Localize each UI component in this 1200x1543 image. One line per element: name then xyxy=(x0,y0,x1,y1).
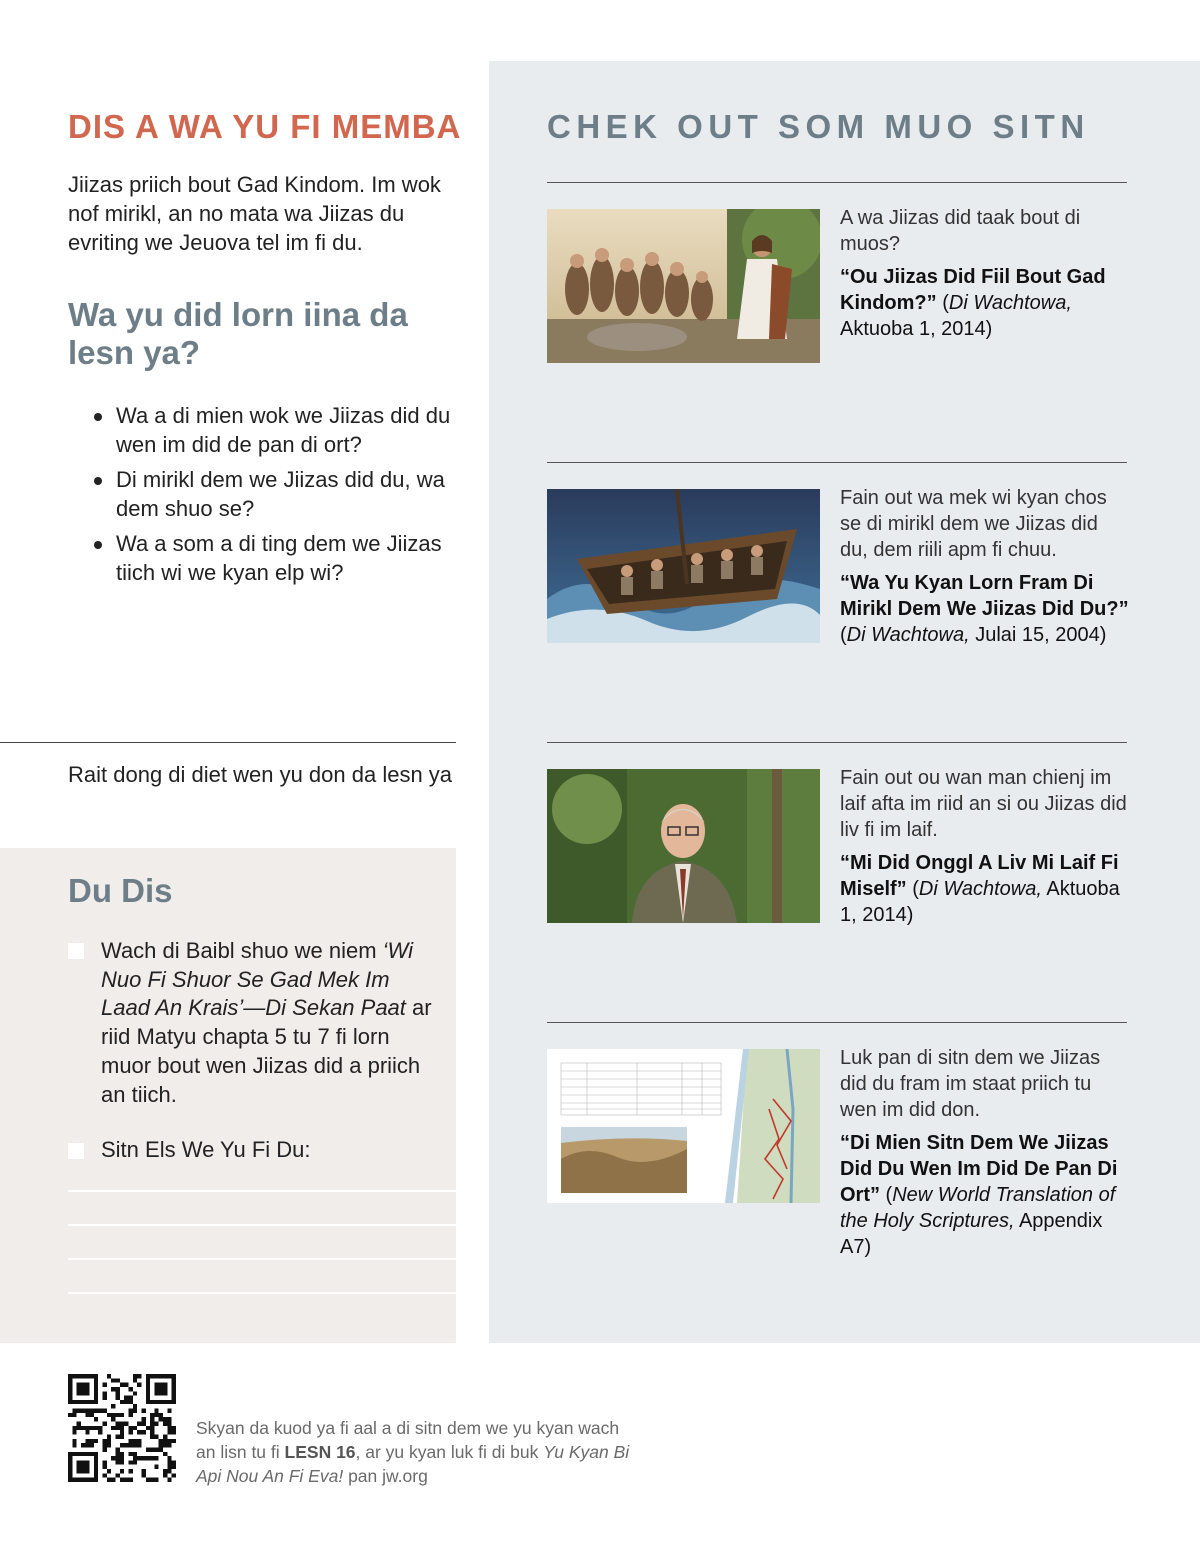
man-portrait-image[interactable] xyxy=(547,769,820,923)
divider xyxy=(547,462,1127,463)
publication-name: New World Translation of the Holy Scriptures, xyxy=(840,1184,1116,1232)
write-line[interactable] xyxy=(68,1258,456,1260)
publication-date: Appendix A7) xyxy=(840,1210,1103,1258)
video-title: ‘Wi Nuo Fi Shuor Se Gad Mek Im Laad An Krais’—Di Sekan Paat xyxy=(101,938,414,1021)
review-questions xyxy=(92,402,452,594)
entry-prompt: A wa Jiizas did taak bout di muos? xyxy=(840,207,1081,255)
task-text-part: ar riid Matyu chapta 5 tu 7 fi lorn muor bout wen Jiizas did a priich an tiich. xyxy=(101,995,432,1107)
task-other-label: Sitn Els We Yu Fi Du: xyxy=(101,1137,311,1162)
entry-prompt: Luk pan di sitn dem we Jiizas did du fram im staat priich tu wen im did don. xyxy=(840,1047,1101,1121)
list-item: Wa a di mien wok we Jiizas did du wen im did de pan di ort? xyxy=(92,402,452,459)
task-checkbox[interactable] xyxy=(68,943,84,959)
publication-name: Di Wachtowa, xyxy=(918,878,1042,900)
publication-name: Di Wachtowa, xyxy=(846,624,970,646)
lesson-number: LESN 16 xyxy=(284,1442,356,1462)
publication-date: Aktuoba 1, 2014) xyxy=(840,878,1120,926)
entry-prompt: Fain out wa mek wi kyan chos se di mirikl dem we Jiizas did du, dem riili apm fi chuu. xyxy=(840,487,1107,561)
write-line[interactable] xyxy=(68,1292,456,1294)
resource-entry xyxy=(840,765,1130,928)
entry-reference[interactable] xyxy=(840,850,1130,928)
divider xyxy=(0,742,456,743)
qr-code-icon[interactable] xyxy=(68,1374,176,1482)
explore-title: CHEK OUT SOM MUO SITN xyxy=(547,108,1090,145)
list-item: Di mirikl dem we Jiizas did du, wa dem shuo se? xyxy=(92,466,452,523)
boat-in-storm-image[interactable] xyxy=(547,489,820,643)
footer-text-part: Skyan da kuod ya fi aal a di sitn dem we yu kyan wach an lisn tu fi xyxy=(196,1418,620,1462)
article-title[interactable]: “Di Mien Sitn Dem We Jiizas Did Du Wen Im Did De Pan Di Ort” xyxy=(840,1132,1118,1206)
review-heading: Wa yu did lorn iina da lesn ya? xyxy=(68,296,408,371)
entry-reference[interactable] xyxy=(840,264,1130,342)
map-and-chart-image[interactable] xyxy=(547,1049,820,1203)
divider xyxy=(547,182,1127,183)
entry-reference[interactable] xyxy=(840,1130,1130,1260)
footer-text-part: , ar yu kyan luk fi di buk xyxy=(355,1442,544,1462)
publication-name: Di Wachtowa, xyxy=(948,292,1072,314)
divider xyxy=(547,742,1127,743)
resource-entry xyxy=(840,1045,1130,1260)
source-punct: ( xyxy=(936,292,949,314)
source-punct: ( xyxy=(880,1184,893,1206)
resource-entry xyxy=(840,485,1130,648)
do-this-title: Du Dis xyxy=(68,872,173,909)
task-checkbox[interactable] xyxy=(68,1143,84,1159)
date-label: Rait dong di diet wen yu don da lesn ya xyxy=(68,762,453,787)
task-text xyxy=(101,937,436,1109)
entry-reference[interactable] xyxy=(840,570,1130,648)
resource-entry xyxy=(840,205,1130,342)
jesus-teaching-crowd-image[interactable] xyxy=(547,209,820,363)
write-line[interactable] xyxy=(68,1190,456,1192)
footer-text-part: pan jw.org xyxy=(343,1466,428,1486)
book-title: Yu Kyan Bi Api Nou An Fi Eva! xyxy=(196,1442,630,1486)
write-line[interactable] xyxy=(68,1224,456,1226)
footer-note xyxy=(196,1416,636,1488)
article-title[interactable]: “Wa Yu Kyan Lorn Fram Di Mirikl Dem We Jiizas Did Du?” xyxy=(840,572,1129,620)
divider xyxy=(547,1022,1127,1023)
entry-prompt: Fain out ou wan man chienj im laif afta im riid an si ou Jiizas did liv fi im laif. xyxy=(840,767,1127,841)
list-item: Wa a som a di ting dem we Jiizas tiich wi we kyan elp wi? xyxy=(92,530,452,587)
publication-date: Aktuoba 1, 2014) xyxy=(840,318,993,340)
lesson-summary: Jiizas priich bout Gad Kindom. Im wok nof mirikl, an no mata wa Jiizas du evriting we Jeuova tel im fi du. xyxy=(68,172,441,255)
publication-date: Julai 15, 2004) xyxy=(969,624,1107,646)
remember-title: DIS A WA YU FI MEMBA xyxy=(68,108,462,145)
source-punct: ( xyxy=(906,878,919,900)
article-title[interactable]: “Mi Did Onggl A Liv Mi Laif Fi Miself” xyxy=(840,852,1119,900)
article-title[interactable]: “Ou Jiizas Did Fiil Bout Gad Kindom?” xyxy=(840,266,1106,314)
task-text-part: Wach di Baibl shuo we niem xyxy=(101,938,383,963)
source-punct: ( xyxy=(840,624,847,646)
